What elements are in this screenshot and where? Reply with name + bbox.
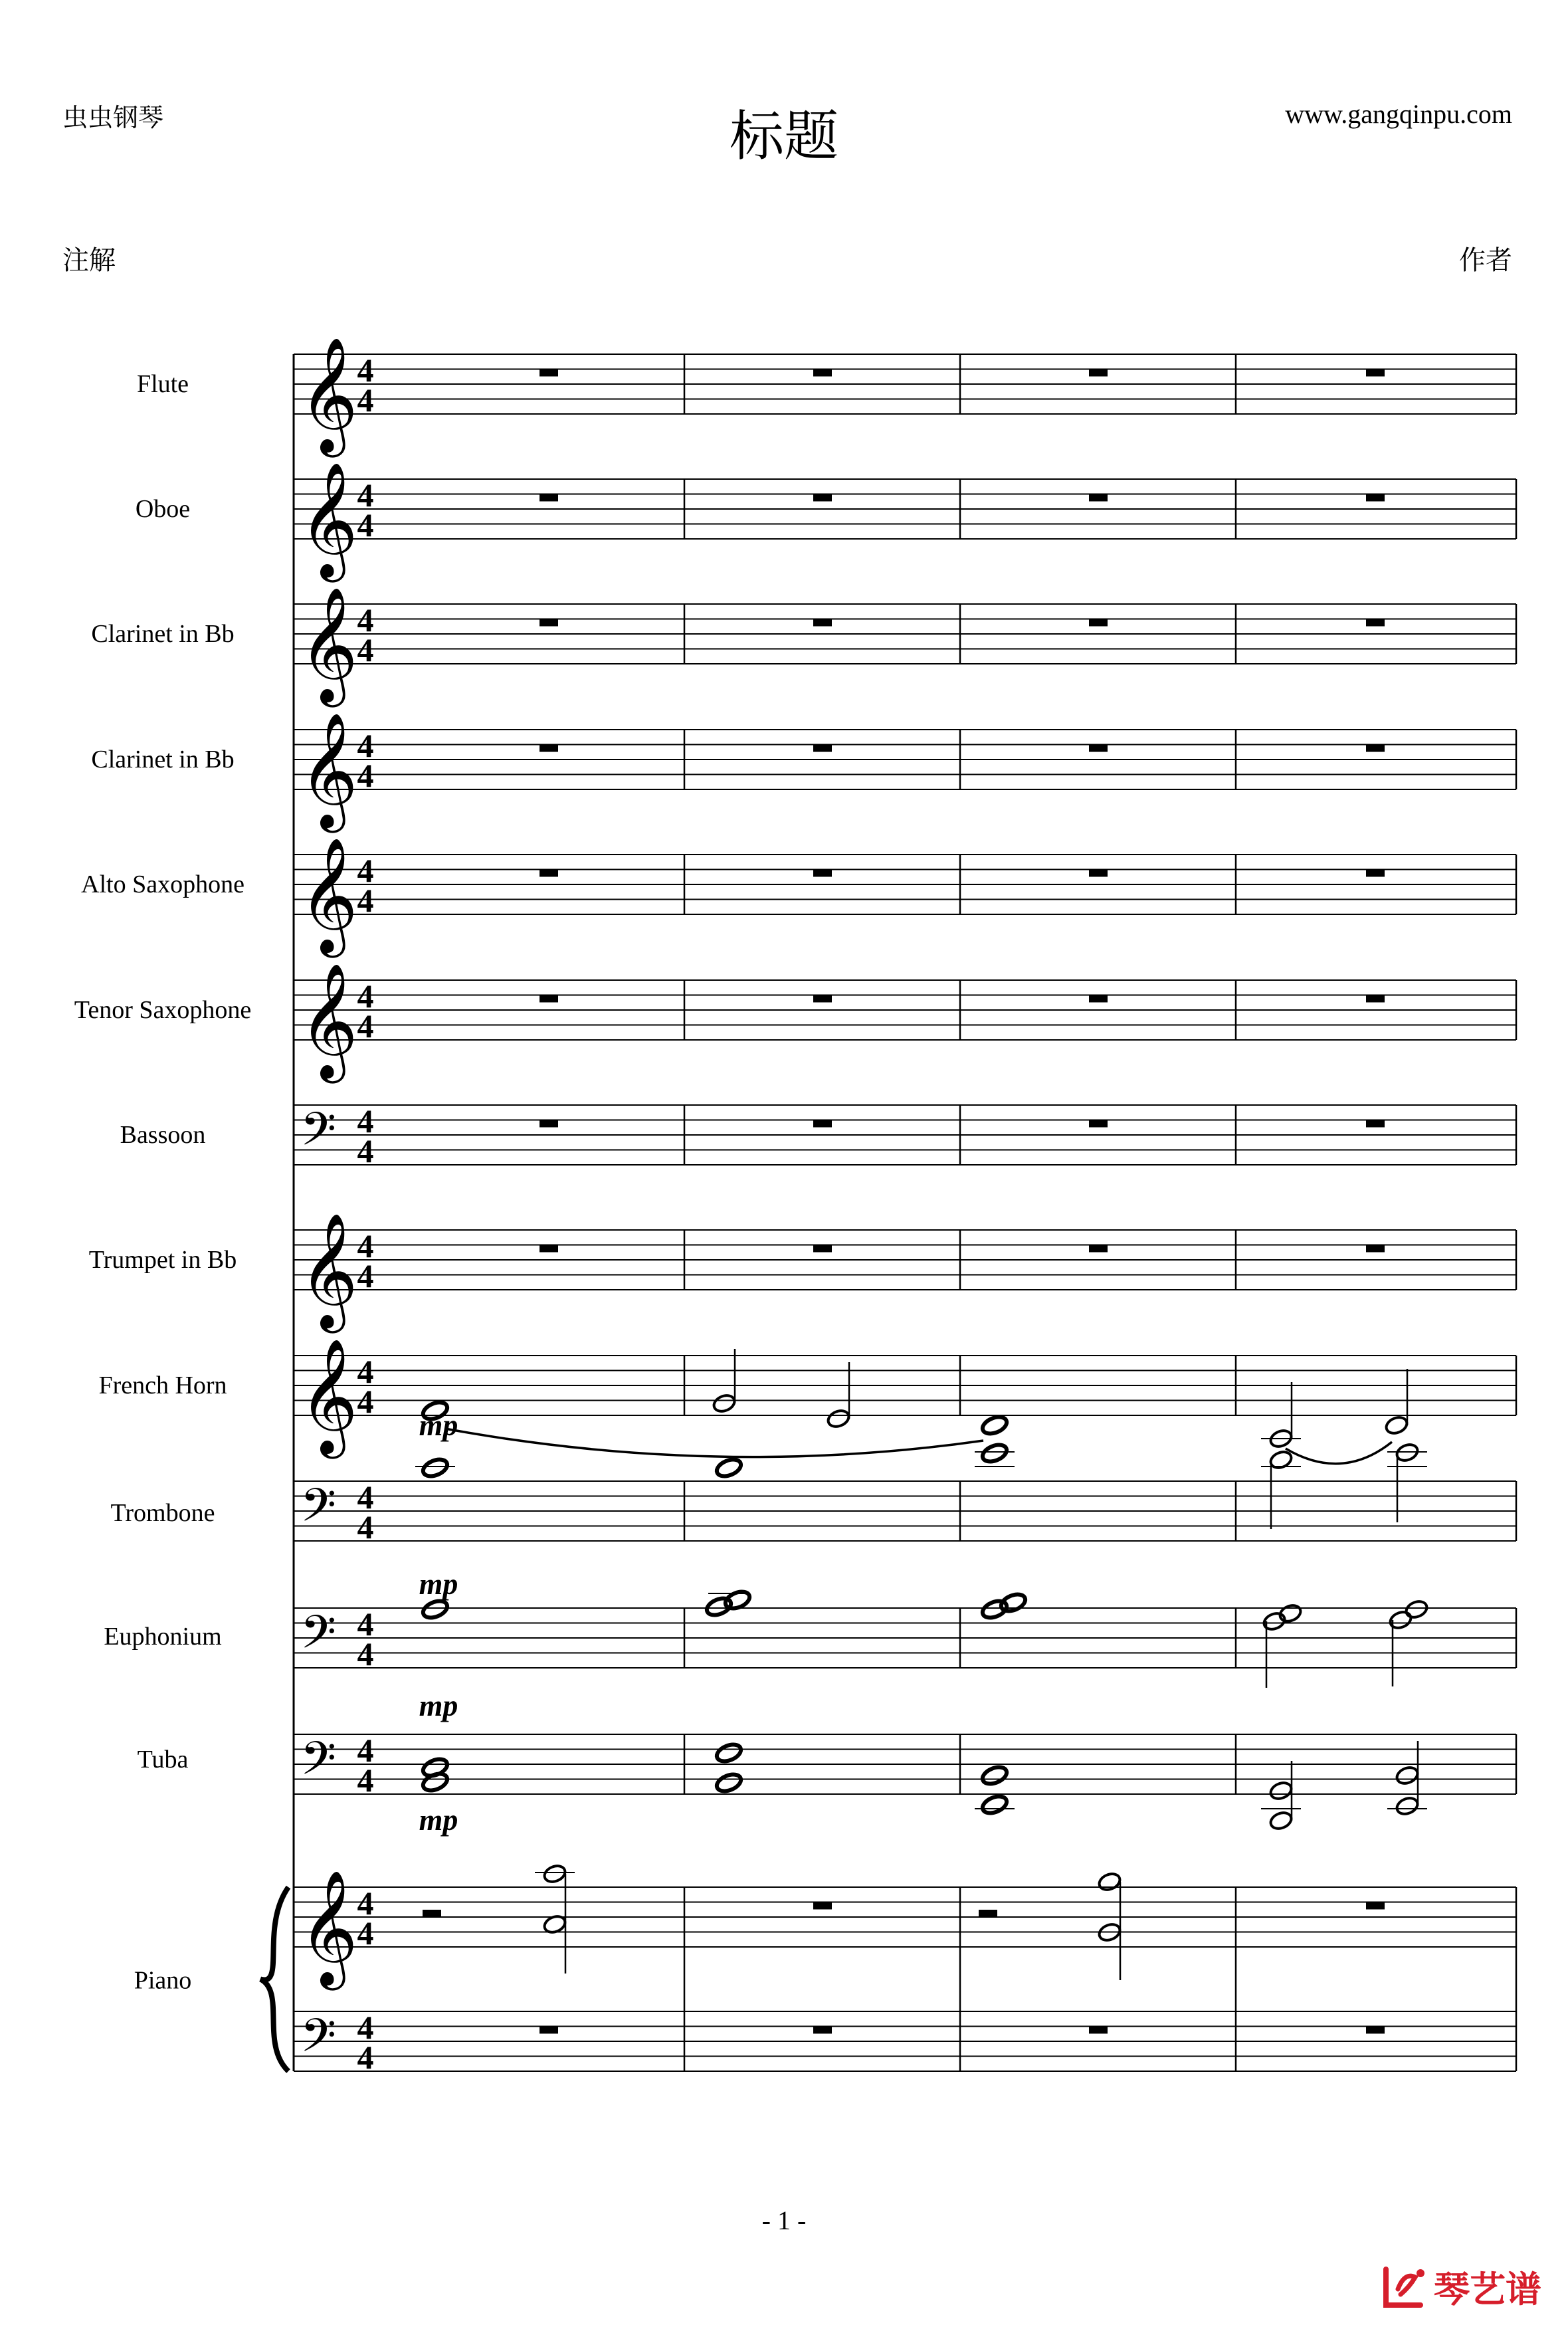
treble-clef-icon: 𝄞 [299, 837, 358, 953]
staff [294, 337, 1516, 458]
instrument-name: Oboe [135, 495, 191, 523]
whole-rest [813, 369, 832, 377]
instrument-name: Tuba [137, 1746, 189, 1774]
staff [294, 1478, 1516, 1546]
staff [294, 1870, 1516, 1991]
note-head [980, 1414, 1009, 1437]
instrument-name: Bassoon [120, 1121, 206, 1149]
whole-rest [1089, 619, 1108, 627]
time-signature-beats: 4 [357, 852, 374, 889]
whole-rest [813, 1120, 832, 1128]
time-signature-beat-type: 4 [357, 1257, 374, 1294]
dynamic-marking: mp [419, 1688, 458, 1722]
instrument-name: Clarinet in Bb [91, 746, 235, 773]
treble-clef-icon: 𝄞 [299, 337, 358, 453]
time-signature-beats: 4 [357, 601, 374, 639]
staff [294, 963, 1516, 1084]
site-name: 虫虫钢琴 [62, 104, 164, 132]
whole-rest [539, 1120, 558, 1128]
time-signature-beat-type: 4 [357, 381, 374, 419]
slur [1286, 1442, 1392, 1464]
whole-rest [539, 2027, 558, 2034]
note-head [1268, 1810, 1294, 1831]
time-signature-beats: 4 [357, 1353, 374, 1390]
whole-rest [1089, 995, 1108, 1003]
site-logo [1381, 2261, 1541, 2312]
staff [294, 1338, 1516, 1459]
treble-clef-icon: 𝄞 [299, 462, 358, 577]
staff [294, 837, 1516, 958]
bass-clef-icon: 𝄢 [300, 1731, 337, 1797]
note-head [980, 1442, 1009, 1465]
half-rest [423, 1910, 441, 1917]
time-signature-beat-type: 4 [357, 757, 374, 794]
note-head [421, 1457, 449, 1480]
whole-rest [813, 1245, 832, 1253]
note-head [1404, 1599, 1429, 1620]
dynamic-marking: mp [419, 1803, 458, 1837]
whole-rest [1366, 494, 1385, 502]
treble-clef-icon: 𝄞 [299, 963, 358, 1078]
time-signature-beats: 4 [357, 1732, 374, 1769]
whole-rest [1366, 1245, 1385, 1253]
logo-mark-icon [1381, 2263, 1430, 2312]
whole-rest [1089, 870, 1108, 877]
time-signature-beats: 4 [357, 977, 374, 1015]
whole-rest [539, 745, 558, 752]
slur [445, 1429, 983, 1457]
whole-rest [1366, 2027, 1385, 2034]
staff [294, 462, 1516, 583]
instrument-name: Clarinet in Bb [91, 620, 235, 648]
time-signature-beat-type: 4 [357, 506, 374, 544]
time-signature-beat-type: 4 [357, 882, 374, 919]
dynamic-marking: mp [419, 1408, 458, 1442]
whole-rest [1366, 745, 1385, 752]
note-head [1395, 1795, 1420, 1817]
time-signature-beat-type: 4 [357, 1508, 374, 1546]
whole-rest [539, 1245, 558, 1253]
whole-rest [813, 745, 832, 752]
composer-label: 作者 [1459, 245, 1512, 275]
treble-clef-icon: 𝄞 [299, 1338, 358, 1454]
instrument-name: Trombone [110, 1499, 215, 1527]
whole-rest [813, 2027, 832, 2034]
whole-rest [813, 619, 832, 627]
time-signature-beats: 4 [357, 1102, 374, 1140]
bass-clef-icon: 𝄢 [300, 1478, 337, 1544]
whole-rest [1366, 995, 1385, 1003]
whole-rest [813, 870, 832, 877]
staff [294, 1102, 1516, 1170]
time-signature-beats: 4 [357, 2009, 374, 2046]
whole-rest [1366, 1120, 1385, 1128]
instrument-name: Tenor Saxophone [74, 996, 252, 1024]
treble-clef-icon: 𝄞 [299, 1870, 358, 1985]
whole-rest [539, 870, 558, 877]
treble-clef-icon: 𝄞 [299, 712, 358, 828]
treble-clef-icon: 𝄞 [299, 587, 358, 702]
time-signature-beat-type: 4 [357, 2039, 374, 2076]
whole-rest [813, 995, 832, 1003]
instrument-name: Flute [136, 370, 189, 398]
staff [294, 587, 1516, 708]
note-head [712, 1393, 737, 1414]
whole-rest [1089, 2027, 1108, 2034]
whole-rest [1089, 1120, 1108, 1128]
staff [294, 1605, 1516, 1673]
bass-clef-icon: 𝄢 [300, 1605, 337, 1671]
whole-rest [539, 494, 558, 502]
treble-clef-icon: 𝄞 [299, 1213, 358, 1328]
staff [294, 1213, 1516, 1334]
whole-rest [1089, 494, 1108, 502]
time-signature-beats: 4 [357, 1605, 374, 1643]
whole-rest [813, 494, 832, 502]
whole-rest [1089, 1245, 1108, 1253]
note-head [1395, 1765, 1420, 1786]
whole-rest [539, 619, 558, 627]
time-signature-beat-type: 4 [357, 631, 374, 668]
time-signature-beats: 4 [357, 352, 374, 389]
time-signature-beat-type: 4 [357, 1914, 374, 1952]
grand-staff-brace [260, 1887, 288, 2071]
bass-clef-icon: 𝄢 [300, 2008, 337, 2074]
note-head [714, 1742, 743, 1765]
time-signature-beats: 4 [357, 727, 374, 764]
note-head [542, 1863, 567, 1884]
note-head [1384, 1415, 1409, 1436]
instrument-name: Trumpet in Bb [88, 1246, 237, 1274]
note-head [421, 1598, 449, 1621]
whole-rest [1366, 369, 1385, 377]
whole-rest [539, 995, 558, 1003]
staff [294, 2009, 1516, 2077]
note-head [1278, 1603, 1303, 1624]
time-signature-beats: 4 [357, 1884, 374, 1922]
dynamic-marking: mp [419, 1567, 458, 1601]
time-signature-beat-type: 4 [357, 1007, 374, 1045]
instrument-name: French Horn [98, 1371, 227, 1399]
note-head [714, 1457, 743, 1480]
note-head [980, 1764, 1009, 1787]
logo-text: 琴艺谱 [1434, 2269, 1541, 2310]
note-head [980, 1793, 1009, 1817]
page-number: - 1 - [761, 2205, 807, 2235]
time-signature-beats: 4 [357, 1478, 374, 1516]
note-head [826, 1408, 851, 1429]
half-rest [979, 1910, 997, 1917]
time-signature-beats: 4 [357, 476, 374, 514]
whole-rest [539, 369, 558, 377]
note-head [1268, 1780, 1294, 1801]
note-head [1268, 1449, 1294, 1470]
staff [294, 712, 1516, 833]
whole-rest [1089, 745, 1108, 752]
time-signature-beats: 4 [357, 1227, 374, 1265]
time-signature-beat-type: 4 [357, 1762, 374, 1799]
whole-rest [1089, 369, 1108, 377]
note-head [714, 1772, 743, 1795]
note-head [1388, 1609, 1413, 1631]
instrument-name: Euphonium [104, 1623, 222, 1651]
whole-rest [1366, 870, 1385, 877]
note-head [1097, 1871, 1122, 1892]
note-head [999, 1591, 1027, 1615]
time-signature-beat-type: 4 [357, 1383, 374, 1420]
site-url[interactable]: www.gangqinpu.com [1285, 99, 1512, 129]
annotation-label: 注解 [62, 245, 116, 275]
instrument-labels [74, 370, 251, 1995]
staff [294, 1732, 1516, 1799]
instrument-name: Piano [134, 1966, 192, 1995]
time-signature-beat-type: 4 [357, 1132, 374, 1169]
page-title: 标题 [729, 106, 838, 167]
whole-rest [1366, 1902, 1385, 1910]
bass-clef-icon: 𝄢 [300, 1102, 337, 1167]
whole-rest [1366, 619, 1385, 627]
time-signature-beat-type: 4 [357, 1635, 374, 1672]
instrument-name: Alto Saxophone [81, 870, 245, 898]
whole-rest [813, 1902, 832, 1910]
